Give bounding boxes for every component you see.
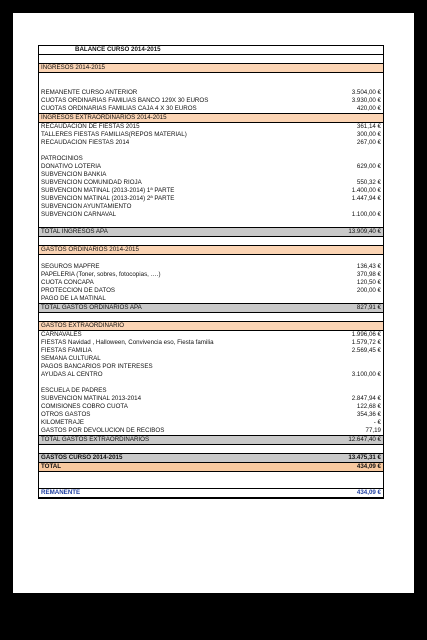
table-row	[39, 279, 383, 287]
row-label: OTROS GASTOS	[41, 411, 91, 418]
row-label	[39, 379, 311, 387]
ingresos-list	[39, 89, 383, 113]
row-label: PATROCINIOS	[41, 155, 83, 162]
row-label: RECAUDACIÓN FIESTAS 2014	[41, 139, 130, 146]
row-label: DONATIVO LOTERIA	[41, 163, 102, 170]
spacer	[39, 313, 383, 321]
row-value: 550,32 €	[356, 179, 381, 186]
spacer	[39, 237, 383, 245]
row-value: 370,98 €	[356, 271, 381, 278]
table-row	[39, 271, 383, 279]
table-row	[39, 287, 383, 295]
table-row	[39, 411, 383, 419]
gastos-ord-list	[39, 263, 383, 303]
row-value	[311, 147, 383, 155]
row-label	[39, 147, 311, 155]
table-row	[39, 363, 383, 371]
gastos-ord-header-text: GASTOS ORDINARIOS 2014-2015	[41, 246, 139, 253]
row-value	[311, 379, 383, 387]
table-row	[39, 419, 383, 427]
row-value: 361,14 €	[356, 123, 381, 130]
spacer	[39, 219, 383, 227]
row-value: 120,50 €	[356, 279, 381, 286]
table-row	[39, 187, 383, 195]
row-value	[311, 171, 383, 179]
table-row	[39, 163, 383, 171]
row-label: CUOTAS ORDINARIAS FAMILIAS BANCO 129X 30 EUROS	[41, 97, 209, 104]
row-label: ESCUELA DE PADRES	[41, 387, 107, 394]
balance-sheet	[38, 45, 384, 499]
table-row	[39, 347, 383, 355]
spacer	[39, 55, 383, 63]
table-row	[39, 105, 383, 113]
row-value: 1.579,72 €	[351, 339, 381, 346]
table-row	[39, 89, 383, 97]
spacer	[39, 445, 383, 453]
table-row	[39, 139, 383, 147]
row-value	[311, 295, 383, 303]
total-ingresos-row	[39, 227, 383, 237]
remanente-value: 434,09 €	[356, 489, 381, 496]
row-label: KILOMETRAJE	[41, 419, 84, 426]
table-row	[39, 211, 383, 219]
row-label: SUBVENCIÓN BANKIA	[41, 171, 107, 178]
row-value: 3.504,00 €	[351, 89, 381, 96]
row-label: PAGO DE LA MATINAL	[41, 295, 106, 302]
row-label: PAPELERIA (Toner, sobres, fotocopias, ….)	[41, 271, 161, 278]
gastos-curso-label: GASTOS CURSO 2014-2015	[41, 454, 123, 461]
gastos-extra-header	[39, 321, 383, 331]
remanente-label: REMANENTE	[41, 489, 81, 496]
total-value: 434,09 €	[356, 463, 381, 470]
row-label: SUBVENCION MATINAL (2013-2014) 1ª PARTE	[41, 187, 175, 194]
row-value: 629,00 €	[356, 163, 381, 170]
extra-header	[39, 113, 383, 123]
table-row	[39, 403, 383, 411]
row-value: 200,00 €	[356, 287, 381, 294]
total-gastos-extra-row	[39, 435, 383, 445]
row-value	[311, 363, 383, 371]
row-label: SUBVENCIÓN COMUNIDAD RIOJA	[41, 179, 142, 186]
gastos-curso-value: 13.475,31 €	[348, 454, 381, 461]
sheet-title-text: BALANCE CURSO 2014-2015	[75, 46, 161, 53]
total-ingresos-label: TOTAL INGRESOS APA	[41, 228, 108, 235]
gastos-curso-row	[39, 453, 383, 462]
row-label: AYUDAS AL CENTRO	[41, 371, 103, 378]
row-label: RECAUDACIÓN DE FIESTAS 2015	[41, 123, 140, 130]
gastos-extra-list	[39, 331, 383, 435]
total-ingresos-value: 13.909,40 €	[348, 228, 381, 235]
table-row	[39, 395, 383, 403]
row-value: 300,00 €	[356, 131, 381, 138]
row-label: CUOTAS ORDINARIAS FAMILIAS CAJA 4 X 30 EUROS	[41, 105, 197, 112]
table-row	[39, 263, 383, 271]
table-row	[39, 355, 383, 363]
total-row	[39, 462, 383, 472]
row-label: SEGUROS MAPFRE	[41, 263, 100, 270]
extra-header-text: INGRESOS EXTRAORDINARIOS 2014-2015	[41, 114, 167, 121]
gastos-ord-header	[39, 245, 383, 255]
row-value	[311, 355, 383, 363]
row-value	[311, 203, 383, 211]
table-row	[39, 171, 383, 179]
row-value: 122,68 €	[356, 403, 381, 410]
row-label: SUBVENCIÓN AYUNTAMIENTO	[41, 203, 132, 210]
row-value: - €	[373, 419, 381, 426]
ingresos-header	[39, 63, 383, 73]
row-label: COMISIONES COBRO CUOTA	[41, 403, 128, 410]
total-gastos-ord-row	[39, 303, 383, 313]
row-value: 77,19	[365, 427, 381, 434]
table-row	[39, 387, 383, 395]
spacer	[39, 255, 383, 263]
row-value: 136,43 €	[356, 263, 381, 270]
total-gastos-ord-value: 827,91 €	[356, 304, 381, 311]
row-value: 267,00 €	[356, 139, 381, 146]
spacer	[39, 472, 383, 480]
spacer	[39, 480, 383, 488]
total-label: TOTAL	[41, 463, 62, 470]
row-label: REMANENTE CURSO ANTERIOR	[41, 89, 138, 96]
row-value: 420,00 €	[356, 105, 381, 112]
extra-list	[39, 123, 383, 219]
row-value: 1.400,00 €	[351, 187, 381, 194]
table-row	[39, 147, 383, 155]
row-label: FIESTAS FAMILIA	[41, 347, 92, 354]
row-value: 354,36 €	[356, 411, 381, 418]
row-value: 3.930,00 €	[351, 97, 381, 104]
row-value: 1.100,00 €	[351, 211, 381, 218]
table-row	[39, 379, 383, 387]
table-row	[39, 195, 383, 203]
row-value: 3.100,00 €	[351, 371, 381, 378]
row-value	[311, 387, 383, 395]
row-label: GASTOS POR DEVOLUCION DE RECIBOS	[41, 427, 165, 434]
row-value: 1.447,94 €	[351, 195, 381, 202]
spacer	[39, 73, 383, 81]
row-label: SUBVENCIÓN CARNAVAL	[41, 211, 117, 218]
total-gastos-ord-label: TOTAL GASTOS ORDINARIOS APA	[41, 304, 142, 311]
spacer	[39, 81, 383, 89]
table-row	[39, 155, 383, 163]
row-value	[311, 155, 383, 163]
row-label: TALLERES FIESTAS FAMILIAS(REPOS MATERIAL)	[41, 131, 187, 138]
row-label: FIESTAS Navidad , Halloween, Convivencia eso, Fiesta familia	[41, 339, 214, 346]
row-value: 2.847,94 €	[351, 395, 381, 402]
row-label: SUBVENCION MATINAL 2013-2014	[41, 395, 142, 402]
row-label: CARNAVALES	[41, 331, 82, 338]
row-label: PAGOS BANCARIOS POR INTERESES	[41, 363, 153, 370]
table-row	[39, 331, 383, 339]
document-page	[13, 13, 414, 593]
table-row	[39, 97, 383, 105]
row-label: SEMANA CULTURAL	[41, 355, 101, 362]
table-row	[39, 339, 383, 347]
table-row	[39, 427, 383, 435]
total-gastos-extra-label: TOTAL GASTOS EXTRAORDINARIOS	[41, 436, 150, 443]
table-row	[39, 295, 383, 303]
table-row	[39, 371, 383, 379]
row-value: 2.569,45 €	[351, 347, 381, 354]
table-row	[39, 131, 383, 139]
ingresos-header-text: INGRESOS 2014-2015	[41, 64, 105, 71]
remanente-row	[39, 488, 383, 498]
sheet-title	[39, 46, 383, 55]
table-row	[39, 123, 383, 131]
table-row	[39, 179, 383, 187]
row-label: PROTECCION DE DATOS	[41, 287, 116, 294]
gastos-extra-header-text: GASTOS EXTRAORDINARIO	[41, 322, 125, 329]
total-gastos-extra-value: 12.647,40 €	[348, 436, 381, 443]
table-row	[39, 203, 383, 211]
row-label: SUBVENCION MATINAL (2013-2014) 2ª PARTE	[41, 195, 175, 202]
row-value: 1.996,06 €	[351, 331, 381, 338]
row-label: CUOTA CONCAPA	[41, 279, 94, 286]
